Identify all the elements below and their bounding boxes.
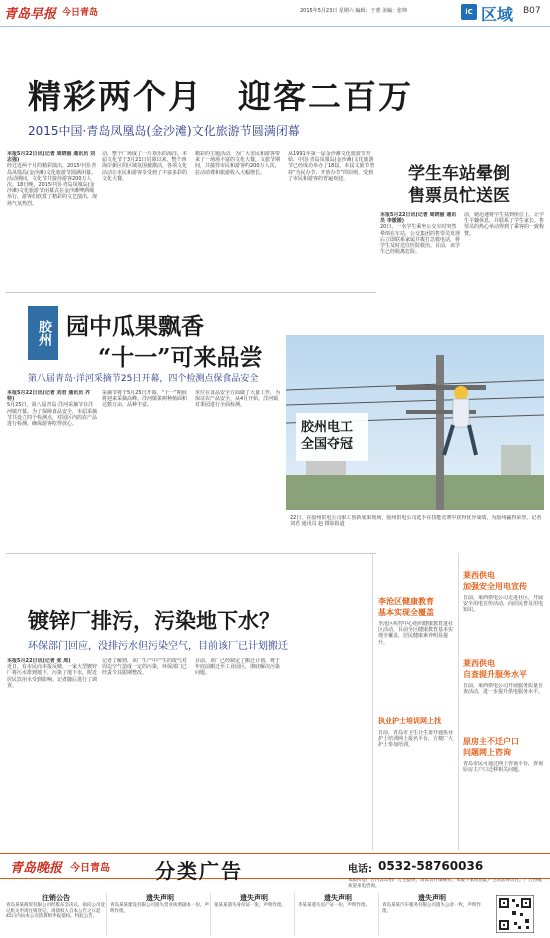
brief-3-text: 日前，青岛市卫生计生委开通执业护士培训网上报名平台，方便广大护士参加培训。: [378, 730, 454, 749]
story1-text4: 从1991年第一届金沙滩文化旅游节开始，中国·青岛凤凰岛(金沙滩)文化旅游节已经成功举办了18届，本届文旅节坚持“为民办节、开放办节”的原则，受到了市民和游客的普遍欢迎。: [288, 151, 375, 182]
classified-item-5-text: 青岛某某汽车服务有限公司遗失公章一枚，声明作废。: [382, 903, 481, 914]
story4-col2: [102, 658, 190, 788]
classified-phone-label: 电话:: [348, 864, 372, 875]
story3-headline-2: “十一”可来品尝: [98, 344, 263, 371]
story4-col1: [7, 658, 97, 788]
brief-4-title: 莱西供电: [463, 659, 495, 668]
story3-col2: [102, 390, 190, 550]
header-rule: [0, 26, 550, 27]
story3-headline: 园中瓜果飘香: [66, 313, 204, 340]
classified-notice-visible: 本版所登广告内容均由广告主提供，请读者仔细核实，本报不承担由此产生的法律责任。广告热线欢迎来电咨询。: [348, 878, 542, 890]
brief-3-title: 执业护士培训网上找: [378, 717, 441, 725]
story2-text1: 20日，一名学生乘坐公交车时突然晕倒在车站，公交集团的售票员发现后立即联系家属并拨打急救电话，将学生及时送往医院救治。目前，该学生已经脱离危险。: [380, 224, 460, 256]
story1-byline: 本报5月22日讯(记者 周晓丽 通讯员 刘志强): [7, 151, 95, 164]
classified-item-1-title: 注销公告: [42, 894, 70, 902]
story3-text3: 单位在食品安全方面做了大量工作，为保证农产品安全，从4月开始，洋河镇对果园进行全面检测。: [195, 390, 281, 409]
brief-5: [463, 736, 543, 801]
brief-2-title-2: 加强安全用电宣传: [463, 582, 527, 591]
classified-grid: [6, 893, 544, 935]
story2-headline-2: 售票员忙送医: [408, 186, 510, 206]
story2-byline: 本报5月22日讯(记者 周晓丽 通讯员 李媛媛): [380, 212, 457, 225]
header-bar: [0, 0, 550, 26]
brief-4-title-2: 自查提升服务水平: [463, 670, 527, 679]
brief-4-text: 日前，莱西供电公司开展服务质量自查活动，进一步提升供电服务水平。: [463, 683, 543, 696]
story3-location-tag: 胶州: [28, 306, 58, 360]
brief-5-text: 青岛市民可通过网上咨询平台，查询原房主户口迁移相关问题。: [463, 761, 543, 774]
story1-text2: 动，整个广场成了一片欢乐的海洋。本届文化节于3月21日启幕以来，整个西海岸新区的区域氛围被激活，各项文化活动让市民和游客享受到了丰富多彩的文化大餐。: [102, 151, 188, 182]
classified-item-1: [6, 893, 107, 935]
classified-item-3-title: 遗失声明: [240, 894, 268, 902]
classified-edition: 今日青岛: [70, 863, 110, 874]
classified-item-3-text: 张某某遗失身份证一张，声明作废。: [214, 903, 286, 908]
divider-1: [6, 292, 376, 293]
story1-headline: 精彩两个月 迎客二百万: [28, 77, 413, 116]
brief-2: [463, 570, 543, 640]
story3-col3: [195, 390, 283, 550]
story1-subtitle: 2015中国·青岛凤凰岛(金沙滩)文化旅游节圆满闭幕: [28, 124, 300, 138]
classified-logo: 青岛晚报: [10, 861, 63, 876]
classified-title: 分类广告: [155, 859, 243, 883]
story4-subtitle: 环保部门回应，没排污水但污染空气，目前该厂已计划搬迁: [28, 641, 288, 652]
section-icon: iC: [461, 4, 477, 20]
classified-item-4-text: 李某某遗失房产证一份，声明作废。: [298, 903, 370, 908]
story4-byline: 本报5月22日讯(记者 张 周): [7, 658, 71, 664]
story4-headline: 镀锌厂排污，污染地下水？: [28, 608, 280, 633]
vertical-rule-right-2: [458, 553, 459, 850]
story2-headline: 学生车站晕倒: [408, 164, 510, 184]
story4-text3: 目前，该厂已经制定了搬迁计划，将于年底前搬迁至工业园区，彻底解决污染问题。: [195, 658, 281, 677]
story4-text1: 近日，有市民向本报反映，一家大型镀锌厂将污水排到地下，污染了地下水，附近居民饮用水受到影响。记者随后进行了调查。: [7, 664, 97, 689]
classified-item-5-title: 遗失声明: [418, 894, 446, 902]
brief-1-title: 李沧区健康教育: [378, 597, 434, 606]
qr-code-graphic: [496, 895, 534, 933]
story2-text2: 前，她迅速将学生扶到座位上，让学生平躺休息，并联系了学生家长。售票员的热心举动得到了乘客的一致称赞。: [464, 212, 544, 237]
story3-text1: 5月25日，第八届青岛·洋河采摘节在洋河镇开幕。为了保障食品安全，本届采摘节共设立四个检测点，对园区内的农产品进行检测，确保游客吃得放心。: [7, 402, 97, 428]
story3-text2: 采摘节将于5月25日开幕，“十一”期间将迎来采摘高峰。洋河镇果树种植面积达数万亩，品种丰富。: [102, 390, 188, 409]
story3-col1: [7, 390, 97, 550]
classified-item-2: [110, 893, 211, 935]
classified-item-1-text: 青岛某某商贸有限公司经股东会决议，拟向公司登记机关申请注销登记，请债权人自本公告之日起45日内向本公司清算组申报债权。特此公告。: [6, 903, 105, 919]
classified-item-3: [214, 893, 295, 935]
classified-item-4: [298, 893, 379, 935]
story2-col2: [464, 212, 544, 337]
dateline: 2015年5月23日 星期六 编辑：于蕾 美编：张帅: [300, 8, 408, 14]
classified-item-2-title: 遗失声明: [146, 894, 174, 902]
story3-subtitle: 第八届青岛·洋河采摘节25日开幕，四个检测点保食品安全: [28, 374, 259, 384]
story1-text1: 经过近两个月的精彩演出，2015中国·青岛凤凰岛(金沙滩)文化旅游节圆满闭幕。活动期间，文化节共接待游客200万人次。18日晚，2015中国·青岛凤凰岛(金沙滩)文化旅游节闭幕式在金沙滩啤酒城举行，游客们欣赏了精彩的文艺演出，现场气氛热烈。: [7, 163, 97, 207]
story1-col4: [288, 151, 376, 286]
brief-1-title-2: 基本实现全覆盖: [378, 608, 434, 617]
story4-text2: 记者了解到，该厂生产中产生的废气对周边空气造成一定的污染，环保部门已经责令其限期整改。: [102, 658, 188, 677]
brief-1: [378, 596, 454, 716]
classified-banner: [0, 853, 550, 883]
brief-4: [463, 658, 543, 723]
classified-item-4-title: 遗失声明: [324, 894, 352, 902]
masthead-logo: 青岛早报: [4, 7, 57, 22]
brief-3: [378, 716, 454, 770]
brief-1-text: 李沧区疾控中心组织健康教育进社区活动，目前全区健康教育基本实现全覆盖，居民健康素养明显提升。: [378, 621, 454, 646]
brief-2-title: 莱西供电: [463, 571, 495, 580]
brief-5-title: 原房主不迁户口: [463, 737, 519, 746]
story1-col1: [7, 151, 97, 286]
classified-item-2-text: 青岛某某建设有限公司遗失营业执照副本一份，声明作废。: [110, 903, 209, 914]
qr-code-icon: [496, 895, 534, 933]
story1-col3: [195, 151, 283, 286]
photo-caption: 胶州电工全国夺冠: [301, 420, 354, 452]
divider-2: [6, 553, 376, 554]
story1-col2: [102, 151, 190, 286]
story2-col1: [380, 212, 460, 337]
lineman-photo: [286, 335, 544, 510]
photo-note: 22日，在胶州供电公司职工创新成果现场，胶州供电公司选手在技能竞赛中获得优异成绩，为胶州赢得荣誉。记者 刘君 通讯员 赵 摄影报道: [290, 515, 542, 528]
masthead-edition: 今日青岛: [62, 8, 99, 18]
brief-5-title-2: 问题网上咨询: [463, 748, 511, 757]
classified-phone: 0532-58760036: [378, 859, 484, 873]
story4-col3: [195, 658, 283, 788]
section-title: 区域: [481, 5, 514, 24]
classified-item-5: [382, 893, 482, 935]
story3-byline: 本报5月22日讯(记者 刘君 通讯员 齐特): [7, 390, 90, 403]
page-number: B07: [523, 6, 541, 16]
brief-2-text: 日前，莱西供电公司走进社区，开展安全用电宣传活动，向居民普及用电知识。: [463, 595, 543, 614]
story1-text3: 精彩的主题活动，为广大市民和游客带来了一场场丰富的文化大餐，文旅节期间，共接待市民和游客约200万人次，拉动消费和旅游收入大幅增长。: [195, 151, 281, 176]
vertical-rule-right: [372, 553, 373, 850]
